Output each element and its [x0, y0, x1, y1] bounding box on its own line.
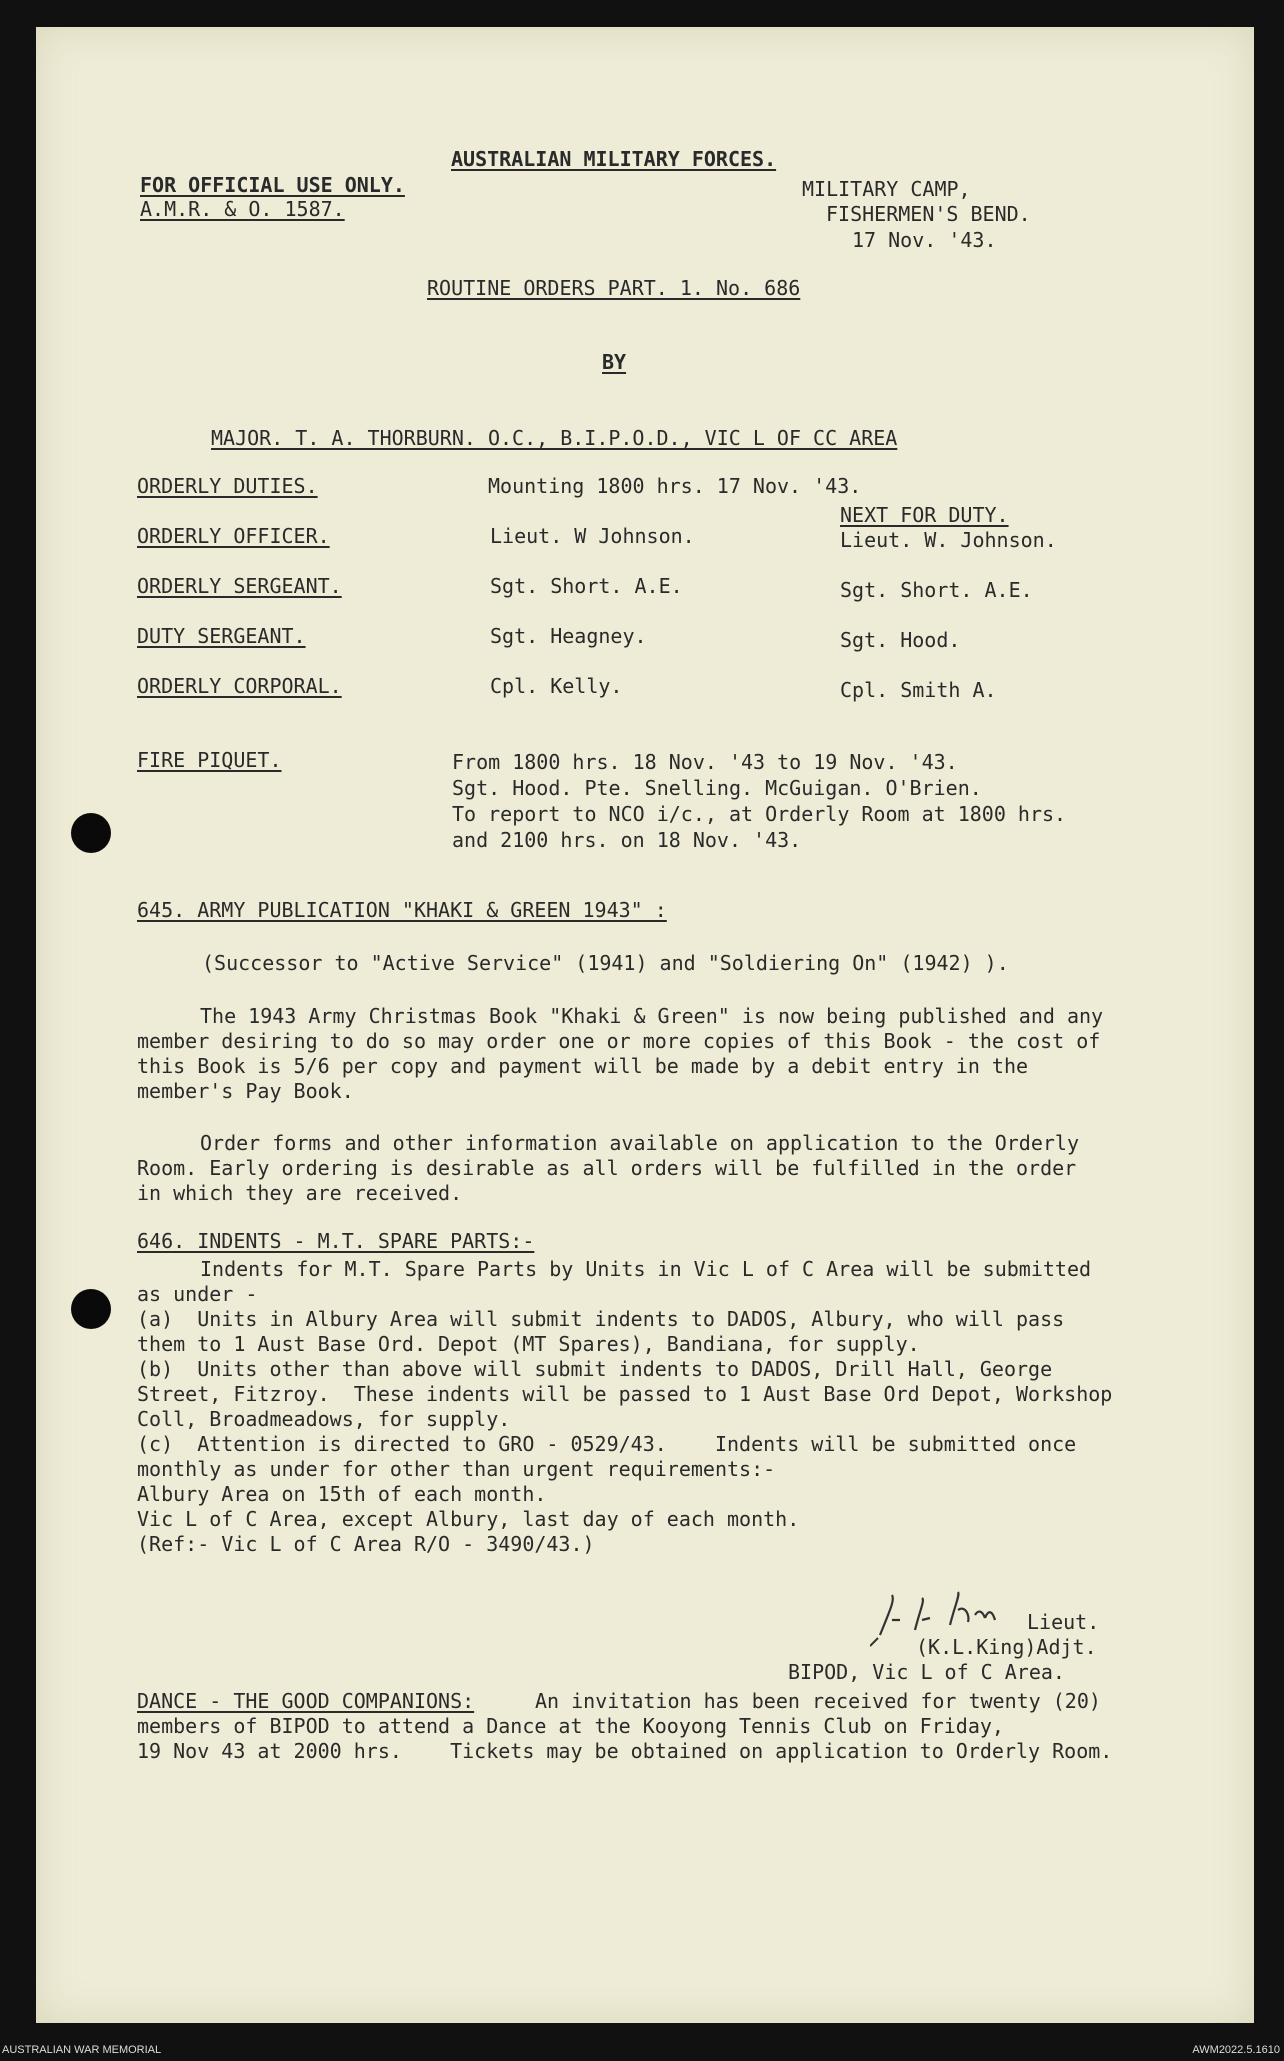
item-646-line: (a) Units in Albury Area will submit indents to DADOS, Albury, who will pass — [137, 1307, 1065, 1331]
signatory-rank: Lieut. — [1027, 1610, 1100, 1634]
fire-piquet-line: and 2100 hrs. on 18 Nov. '43. — [452, 828, 802, 852]
footer-source: AUSTRALIAN WAR MEMORIAL — [2, 2044, 162, 2056]
fire-piquet-line: To report to NCO i/c., at Orderly Room at 1800 hrs. — [452, 802, 1067, 826]
item-646-line: monthly as under for other than urgent requirements:- — [137, 1457, 776, 1481]
item-646-line: Indents for M.T. Spare Parts by Units in Vic L of C Area will be submitted — [200, 1257, 1092, 1281]
punch-hole-top — [71, 813, 111, 853]
item-645-heading: 645. ARMY PUBLICATION "KHAKI & GREEN 1943" : — [137, 898, 667, 922]
dance-line: 19 Nov 43 at 2000 hrs. Tickets may be obtained on application to Orderly Room. — [137, 1739, 1113, 1763]
item-645-para2-line: in which they are received. — [137, 1181, 463, 1205]
dance-line: An invitation has been received for twenty (20) — [535, 1689, 1101, 1713]
duty-current: Sgt. Short. A.E. — [490, 574, 683, 598]
orders-title: ROUTINE ORDERS PART. 1. No. 686 — [427, 276, 801, 300]
item-645-subtitle: (Successor to "Active Service" (1941) and "Soldiering On" (1942) ). — [202, 951, 1009, 975]
signatory-name: (K.L.King)Adjt. — [916, 1635, 1097, 1659]
item-645-para1-line: this Book is 5/6 per copy and payment will be made by a debit entry in the — [137, 1054, 1029, 1078]
duty-next: Sgt. Hood. — [840, 628, 961, 652]
item-645-para1-line: member's Pay Book. — [137, 1079, 354, 1103]
item-646-line: as under - — [137, 1282, 258, 1306]
location-line-1: MILITARY CAMP, — [802, 177, 971, 201]
location-line-2: FISHERMEN'S BEND. — [826, 202, 1031, 226]
duty-role: ORDERLY CORPORAL. — [137, 674, 342, 698]
fire-piquet-label: FIRE PIQUET. — [137, 748, 282, 772]
dance-line: members of BIPOD to attend a Dance at the Kooyong Tennis Club on Friday, — [137, 1714, 1004, 1738]
dance-heading: DANCE - THE GOOD COMPANIONS: — [137, 1689, 475, 1713]
duty-role: ORDERLY OFFICER. — [137, 524, 330, 548]
form-reference: A.M.R. & O. 1587. — [140, 197, 345, 221]
duty-current: Lieut. W Johnson. — [490, 524, 695, 548]
next-for-duty-header: NEXT FOR DUTY. — [840, 503, 1009, 527]
item-645-para1-line: member desiring to do so may order one or more copies of this Book - the cost of — [137, 1029, 1101, 1053]
fire-piquet-line: From 1800 hrs. 18 Nov. '43 to 19 Nov. '43. — [452, 750, 958, 774]
classification: FOR OFFICIAL USE ONLY. — [140, 173, 405, 197]
duties-mounting: Mounting 1800 hrs. 17 Nov. '43. — [488, 474, 862, 498]
footer-accession: AWM2022.5.1610 — [1192, 2044, 1280, 2056]
duty-current: Sgt. Heagney. — [490, 624, 647, 648]
duty-next: Lieut. W. Johnson. — [840, 528, 1057, 552]
item-646-line: (Ref:- Vic L of C Area R/O - 3490/43.) — [137, 1532, 595, 1556]
fire-piquet-line: Sgt. Hood. Pte. Snelling. McGuigan. O'Brien. — [452, 776, 982, 800]
punch-hole-bottom — [71, 1289, 111, 1329]
item-646-line: Coll, Broadmeadows, for supply. — [137, 1407, 511, 1431]
item-646-line: them to 1 Aust Base Ord. Depot (MT Spares), Bandiana, for supply. — [137, 1332, 920, 1356]
item-646-heading: 646. INDENTS - M.T. SPARE PARTS:- — [137, 1229, 535, 1253]
duty-role: ORDERLY SERGEANT. — [137, 574, 342, 598]
item-645-para2-line: Room. Early ordering is desirable as all orders will be fulfilled in the order — [137, 1156, 1077, 1180]
duty-next: Cpl. Smith A. — [840, 678, 997, 702]
duties-label: ORDERLY DUTIES. — [137, 474, 318, 498]
item-646-line: Vic L of C Area, except Albury, last day of each month. — [137, 1507, 800, 1531]
issuing-authority: MAJOR. T. A. THORBURN. O.C., B.I.P.O.D., VIC L OF CC AREA — [211, 426, 898, 450]
item-646-line: (c) Attention is directed to GRO - 0529/43. Indents will be submitted once — [137, 1432, 1077, 1456]
item-646-line: (b) Units other than above will submit indents to DADOS, Drill Hall, George — [137, 1357, 1053, 1381]
signatory-unit: BIPOD, Vic L of C Area. — [788, 1660, 1065, 1684]
item-646-line: Albury Area on 15th of each month. — [137, 1482, 547, 1506]
document-date: 17 Nov. '43. — [852, 228, 997, 252]
item-646-line: Street, Fitzroy. These indents will be passed to 1 Aust Base Ord Depot, Workshop — [137, 1382, 1113, 1406]
duty-role: DUTY SERGEANT. — [137, 624, 306, 648]
duty-next: Sgt. Short. A.E. — [840, 578, 1033, 602]
duty-current: Cpl. Kelly. — [490, 674, 623, 698]
header-title: AUSTRALIAN MILITARY FORCES. — [451, 147, 777, 171]
item-645-para2-line: Order forms and other information available on application to the Orderly — [200, 1131, 1079, 1155]
item-645-para1-line: The 1943 Army Christmas Book "Khaki & Green" is now being published and any — [200, 1004, 1104, 1028]
by-label: BY — [602, 350, 627, 374]
